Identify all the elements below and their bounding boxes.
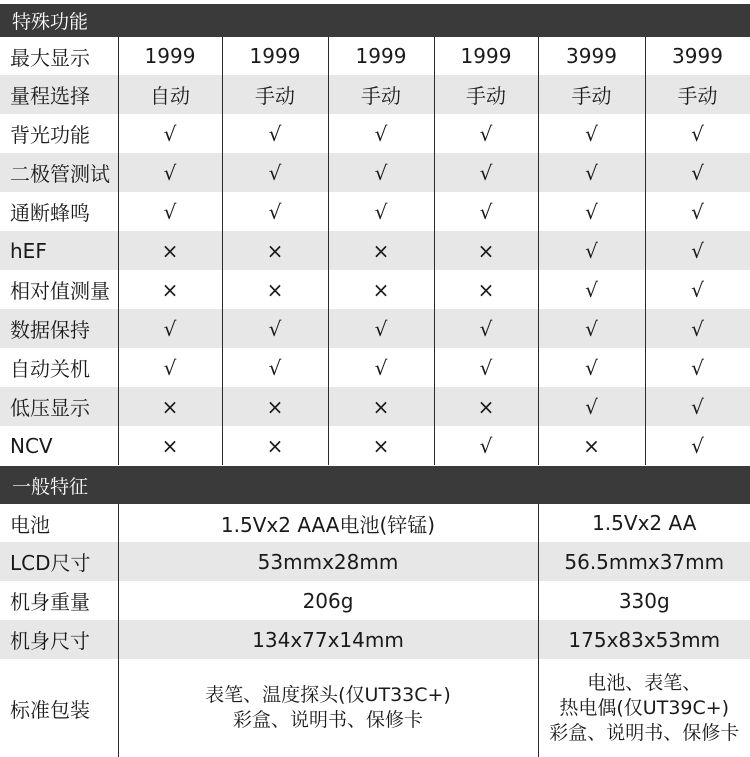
spec-cell: 手动	[645, 75, 750, 114]
spec-cell: √	[222, 348, 328, 387]
general-cell-left: 206g	[118, 581, 538, 620]
spec-cell: ×	[328, 387, 434, 426]
spec-cell: √	[222, 114, 328, 153]
spec-cell: √	[434, 426, 538, 465]
spec-cell: √	[328, 192, 434, 231]
spec-cell: ×	[118, 426, 222, 465]
section-title-general: 一般特征	[12, 475, 89, 498]
spec-cell: ×	[118, 270, 222, 309]
row-label: NCV	[0, 426, 118, 465]
package-cell-left	[118, 659, 538, 757]
row-label: 通断蜂鸣	[0, 192, 118, 231]
spec-cell: 3999	[538, 37, 645, 75]
package-line: 电池、表笔、	[587, 671, 702, 694]
spec-cell: ×	[434, 231, 538, 270]
spec-cell: √	[645, 270, 750, 309]
spec-cell: 手动	[538, 75, 645, 114]
spec-cell: √	[222, 153, 328, 192]
spec-cell: √	[118, 153, 222, 192]
package-line: 彩盒、说明书、保修卡	[232, 709, 423, 731]
spec-row	[0, 192, 750, 231]
spec-cell: ×	[118, 387, 222, 426]
general-cell-left: 53mmx28mm	[118, 542, 538, 581]
spec-cell: √	[118, 114, 222, 153]
spec-cell: √	[645, 387, 750, 426]
spec-row	[0, 426, 750, 465]
spec-cell: 1999	[222, 37, 328, 75]
general-cell-left: 134x77x14mm	[118, 620, 538, 659]
row-label: 机身重量	[0, 581, 118, 620]
spec-cell: 1999	[434, 37, 538, 75]
spec-cell: ×	[434, 270, 538, 309]
spec-cell: √	[538, 114, 645, 153]
spec-row	[0, 348, 750, 387]
spec-cell: √	[538, 387, 645, 426]
spec-cell: √	[645, 309, 750, 348]
general-row	[0, 620, 750, 659]
spec-cell: ×	[434, 387, 538, 426]
spec-row	[0, 270, 750, 309]
spec-row	[0, 231, 750, 270]
spec-row	[0, 309, 750, 348]
spec-cell: √	[328, 153, 434, 192]
spec-cell: ×	[118, 231, 222, 270]
spec-cell: 1999	[328, 37, 434, 75]
spec-cell: ×	[222, 231, 328, 270]
row-label: 机身尺寸	[0, 620, 118, 659]
spec-cell: √	[434, 114, 538, 153]
spec-cell: 手动	[222, 75, 328, 114]
spec-cell: √	[434, 348, 538, 387]
spec-cell: 3999	[645, 37, 750, 75]
row-label: 数据保持	[0, 309, 118, 348]
package-cell-right	[538, 659, 750, 757]
general-cell-right: 175x83x53mm	[538, 620, 750, 659]
spec-cell: ×	[222, 387, 328, 426]
row-label: 低压显示	[0, 387, 118, 426]
spec-row	[0, 37, 750, 75]
special-features-table	[0, 37, 750, 465]
row-label: 自动关机	[0, 348, 118, 387]
row-label: LCD尺寸	[0, 542, 118, 581]
general-cell-left: 1.5Vx2 AAA电池(锌锰)	[118, 504, 538, 542]
general-row	[0, 581, 750, 620]
general-row	[0, 542, 750, 581]
spec-cell: √	[538, 192, 645, 231]
package-row	[0, 659, 750, 757]
spec-row	[0, 387, 750, 426]
spec-cell: √	[118, 309, 222, 348]
spec-cell: √	[328, 348, 434, 387]
row-label: 标准包装	[0, 659, 118, 757]
spec-cell: √	[645, 426, 750, 465]
spec-cell: 1999	[118, 37, 222, 75]
row-label: 相对值测量	[0, 270, 118, 309]
spec-cell: √	[645, 192, 750, 231]
spec-cell: √	[645, 348, 750, 387]
spec-cell: √	[538, 270, 645, 309]
package-line: 彩盒、说明书、保修卡	[549, 721, 740, 744]
row-label: hEF	[0, 231, 118, 270]
spec-cell: √	[538, 348, 645, 387]
spec-cell: ×	[328, 270, 434, 309]
row-label: 二极管测试	[0, 153, 118, 192]
section-header-general	[0, 466, 750, 504]
spec-row	[0, 153, 750, 192]
general-cell-right: 56.5mmx37mm	[538, 542, 750, 581]
spec-row	[0, 114, 750, 153]
spec-cell: √	[118, 348, 222, 387]
spec-cell: √	[434, 153, 538, 192]
spec-cell: ×	[328, 231, 434, 270]
spec-cell: ×	[328, 426, 434, 465]
row-label: 最大显示	[0, 37, 118, 75]
spec-cell: √	[118, 192, 222, 231]
spec-cell: √	[538, 153, 645, 192]
spec-cell: 手动	[328, 75, 434, 114]
spec-cell: √	[328, 309, 434, 348]
package-line: 热电偶(仅UT39C+)	[559, 696, 730, 719]
spec-cell: √	[434, 192, 538, 231]
spec-cell: ×	[222, 426, 328, 465]
spec-cell: √	[645, 114, 750, 153]
spec-cell: ×	[222, 270, 328, 309]
spec-cell: √	[645, 231, 750, 270]
spec-cell: √	[222, 309, 328, 348]
spec-cell: √	[538, 231, 645, 270]
spec-cell: √	[538, 309, 645, 348]
spec-row	[0, 75, 750, 114]
spec-cell: 自动	[118, 75, 222, 114]
spec-cell: 手动	[434, 75, 538, 114]
spec-cell: √	[434, 309, 538, 348]
section-title-special: 特殊功能	[12, 11, 89, 33]
package-line: 表笔、温度探头(仅UT33C+)	[205, 684, 451, 706]
section-header-special	[0, 4, 750, 37]
row-label: 电池	[0, 504, 118, 542]
spec-cell: √	[645, 153, 750, 192]
general-cell-right: 1.5Vx2 AA	[538, 504, 750, 542]
general-row	[0, 504, 750, 542]
spec-cell: ×	[538, 426, 645, 465]
general-cell-right: 330g	[538, 581, 750, 620]
row-label: 量程选择	[0, 75, 118, 114]
general-features-table	[0, 504, 750, 757]
row-label: 背光功能	[0, 114, 118, 153]
spec-cell: √	[328, 114, 434, 153]
spec-cell: √	[222, 192, 328, 231]
